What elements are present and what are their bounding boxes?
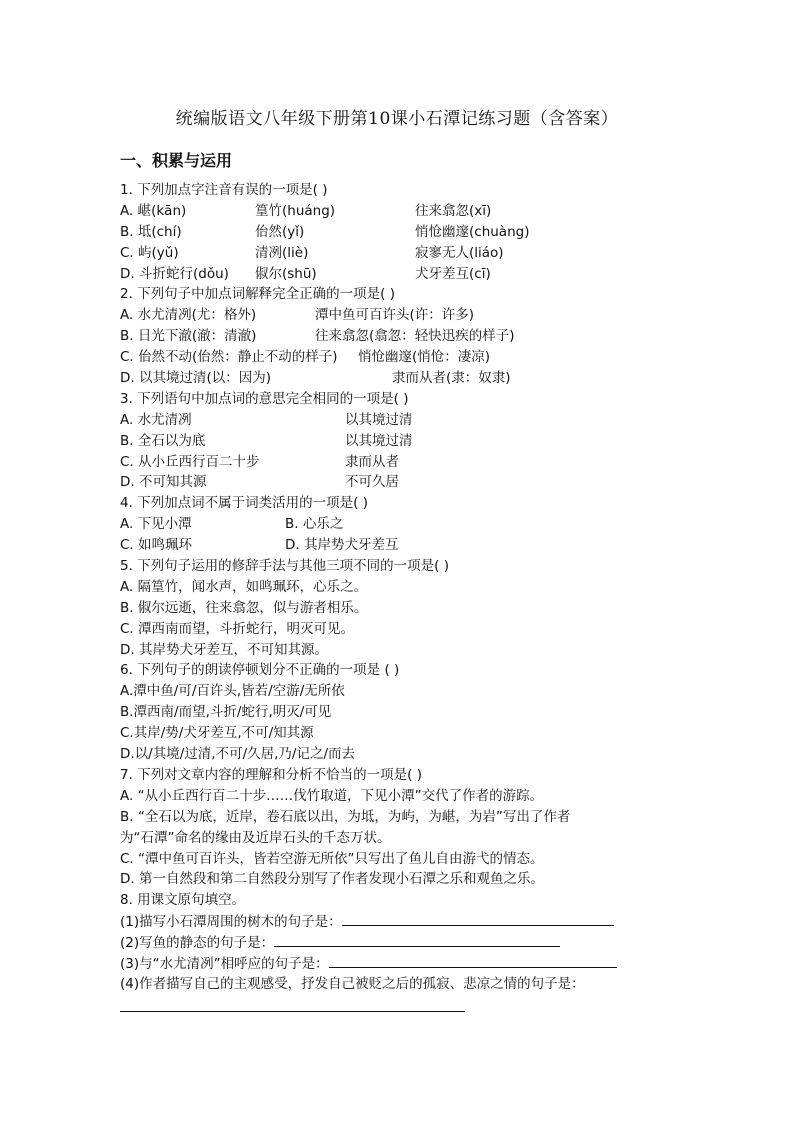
answer-blank[interactable] (329, 953, 617, 968)
option-text: 隶而从者(隶：奴隶) (392, 370, 511, 387)
option-row (120, 410, 680, 431)
question-stem: 4. 下列加点词不属于词类活用的一项是( ) (120, 495, 368, 512)
question-stem: 8. 用课文原句填空。 (120, 892, 246, 909)
option-row (120, 452, 680, 473)
option-text: 往来翕忽(翕忽：轻快迅疾的样子) (315, 328, 515, 345)
section-heading: 一、积累与运用 (120, 151, 233, 170)
option-text: D.以/其境/过清,不可/久居,乃/记之/而去 (120, 746, 356, 763)
option-text: 往来翕忽(xī) (415, 202, 492, 219)
option-text: C. “潭中鱼可百许头，皆若空游无所依”只写出了鱼儿自由游弋的情态。 (120, 850, 544, 867)
option-text: 潭中鱼可百许头(许：许多) (315, 307, 475, 324)
option-text: A. 隔篁竹，闻水声，如鸣珮环，心乐之。 (120, 578, 368, 595)
option-row (120, 535, 680, 556)
option-text: B. 全石以为底 (120, 432, 206, 449)
option-text: D. 其岸势犬牙差互，不可知其源。 (120, 641, 328, 658)
fill-prompt: (1)描写小石潭周围的树木的句子是： (120, 914, 342, 931)
fill-prompt: (2)写鱼的静态的句子是： (120, 935, 275, 952)
question-stem: 7. 下列对文章内容的理解和分析不恰当的一项是( ) (120, 766, 422, 783)
option-text: B. 心乐之 (285, 516, 344, 533)
option-text: D. 第一自然段和第二自然段分别写了作者发现小石潭之乐和观鱼之乐。 (120, 871, 544, 888)
option-text: 佁然(yǐ) (255, 223, 305, 240)
option-text: 悄怆幽邃(悄怆：凄凉) (358, 349, 491, 366)
option-text: 悄怆幽邃(chuàng) (415, 223, 530, 240)
option-text: 俶尔(shū) (255, 265, 317, 282)
question-body (120, 180, 680, 1012)
option-text: 以其境过清 (345, 411, 413, 428)
option-text: C. 佁然不动(佁然：静止不动的样子) (120, 349, 338, 366)
question-stem: 6. 下列句子的朗读停顿划分不正确的一项是 ( ) (120, 662, 400, 679)
option-text: B. 俶尔远逝，往来翕忽，似与游者相乐。 (120, 599, 368, 616)
option-row (120, 264, 680, 285)
option-text: B. “全石以为底，近岸，卷石底以出，为坻，为屿，为嵁，为岩”写出了作者 (120, 808, 571, 825)
option-text: 篁竹(huáng) (255, 202, 336, 219)
option-text: A. 水尤清冽(尤：格外) (120, 307, 257, 324)
option-text: C. 屿(yǔ) (120, 244, 179, 261)
option-row (120, 222, 680, 243)
option-row (120, 347, 680, 368)
option-text: A. “从小丘西行百二十步……伐竹取道，下见小潭”交代了作者的游踪。 (120, 787, 544, 804)
fill-prompt: (3)与“水尤清冽”相呼应的句子是： (120, 955, 329, 972)
question-stem: 3. 下列语句中加点词的意思完全相同的一项是( ) (120, 390, 409, 407)
option-text: B. 坻(chí) (120, 223, 182, 240)
answer-blank[interactable] (120, 1005, 465, 1012)
option-text: A. 嵁(kān) (120, 202, 187, 219)
option-text: D. 斗折蛇行(dǒu) (120, 265, 229, 282)
option-row (120, 368, 680, 389)
fill-item (120, 911, 680, 932)
option-row (120, 514, 680, 535)
question-stem: 2. 下列句子中加点词解释完全正确的一项是( ) (120, 286, 395, 303)
option-text: A.潭中鱼/可/百许头,皆若/空游/无所依 (120, 683, 345, 700)
answer-blank[interactable] (274, 932, 560, 947)
fill-prompt: (4)作者描写自己的主观感受，抒发自己被贬之后的孤寂、悲凉之情的句子是： (120, 975, 585, 992)
option-row (120, 201, 680, 222)
option-row (120, 326, 680, 347)
option-text: 犬牙差互(cī) (415, 265, 491, 282)
question-stem: 1. 下列加点字注音有误的一项是( ) (120, 182, 328, 198)
page-title: 统编版语文八年级下册第10课小石潭记练习题（含答案） (175, 109, 619, 129)
option-text: 隶而从者 (345, 453, 399, 470)
option-text: B. 日光下澈(澈：清澈) (120, 328, 257, 345)
option-text: D. 其岸势犬牙差互 (285, 537, 399, 554)
option-text: 为“石潭”命名的缘由及近岸石头的千态万状。 (120, 829, 391, 846)
fill-item (120, 974, 680, 995)
option-text: A. 水尤清冽 (120, 411, 192, 428)
answer-blank[interactable] (342, 911, 614, 926)
option-text: 寂寥无人(liáo) (415, 244, 504, 261)
option-row (120, 472, 680, 493)
option-text: B.潭西南/而望,斗折/蛇行,明灭/可见 (120, 704, 332, 721)
option-text: D. 不可知其源 (120, 474, 207, 491)
option-text: 不可久居 (345, 474, 399, 491)
question-stem: 5. 下列句子运用的修辞手法与其他三项不同的一项是( ) (120, 558, 449, 575)
option-text: C. 从小丘西行百二十步 (120, 453, 260, 470)
option-row (120, 431, 680, 452)
option-text: 以其境过清 (345, 432, 413, 449)
option-row (120, 305, 680, 326)
option-text: C. 如鸣珮环 (120, 537, 193, 554)
option-row (120, 243, 680, 264)
option-text: A. 下见小潭 (120, 516, 192, 533)
fill-item (120, 953, 680, 974)
option-text: 清冽(liè) (255, 244, 309, 261)
option-text: C.其岸/势/犬牙差互,不可/知其源 (120, 725, 314, 742)
option-text: D. 以其境过清(以：因为) (120, 370, 272, 387)
fill-item (120, 932, 680, 953)
option-text: C. 潭西南而望，斗折蛇行，明灭可见。 (120, 620, 355, 637)
